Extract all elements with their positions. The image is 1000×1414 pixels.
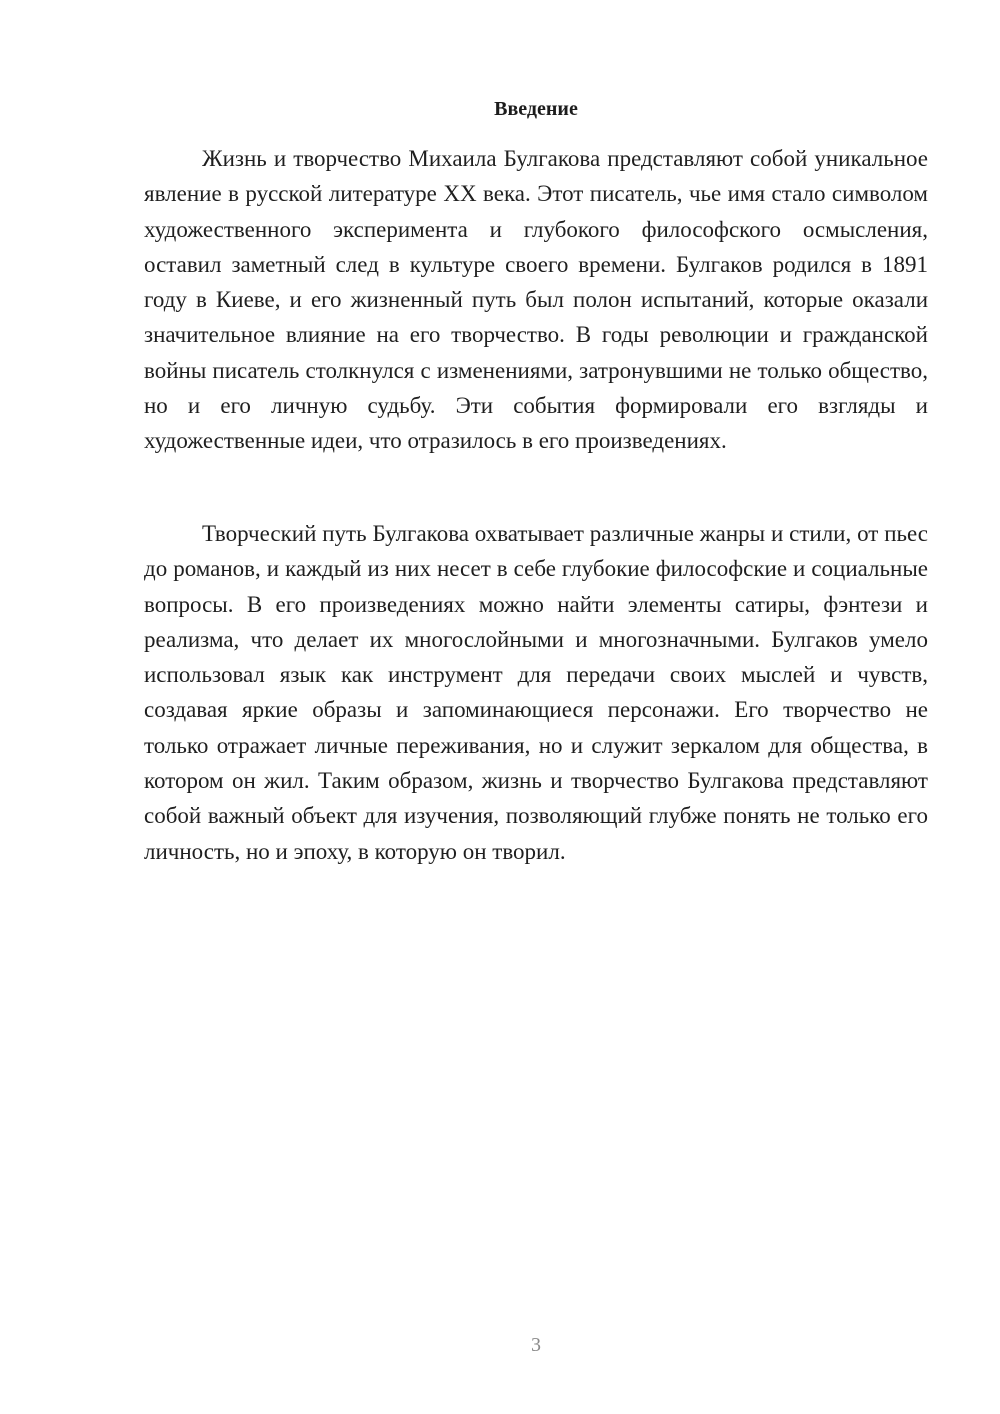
page-number: 3 [531, 1334, 541, 1356]
paragraph-2: Творческий путь Булгакова охватывает различные жанры и стили, от пьес до романов, и каждый из них несет в себе глубокие философские и социальные вопросы. В его произведениях можно найти элементы сатиры, фэнтези и реализма, что делает их многослойными и многозначными. Булгаков умело использовал язык как инструмент для передачи своих мыслей и чувств, создавая яркие образы и запоминающиеся персонажи. Его творчество не только отражает личные переживания, но и служит зеркалом для общества, в котором он жил. Таким образом, жизнь и творчество Булгакова представляют собой важный объект для изучения, позволяющий глубже понять не только его личность, но и эпоху, в которую он творил. [144, 521, 928, 864]
section-title: Введение [494, 98, 578, 120]
paragraph-1: Жизнь и творчество Михаила Булгакова представляют собой уникальное явление в русской литературе XX века. Этот писатель, чье имя стало символом художественного эксперимента и глубокого философского осмысления, оставил заметный след в культуре своего времени. Булгаков родился в 1891 году в Киеве, и его жизненный путь был полон испытаний, которые оказали значительное влияние на его творчество. В годы революции и гражданской войны писатель столкнулся с изменениями, затронувшими не только общество, но и его личную судьбу. Эти события формировали его взгляды и художественные идеи, что отразилось в его произведениях. [144, 146, 928, 454]
